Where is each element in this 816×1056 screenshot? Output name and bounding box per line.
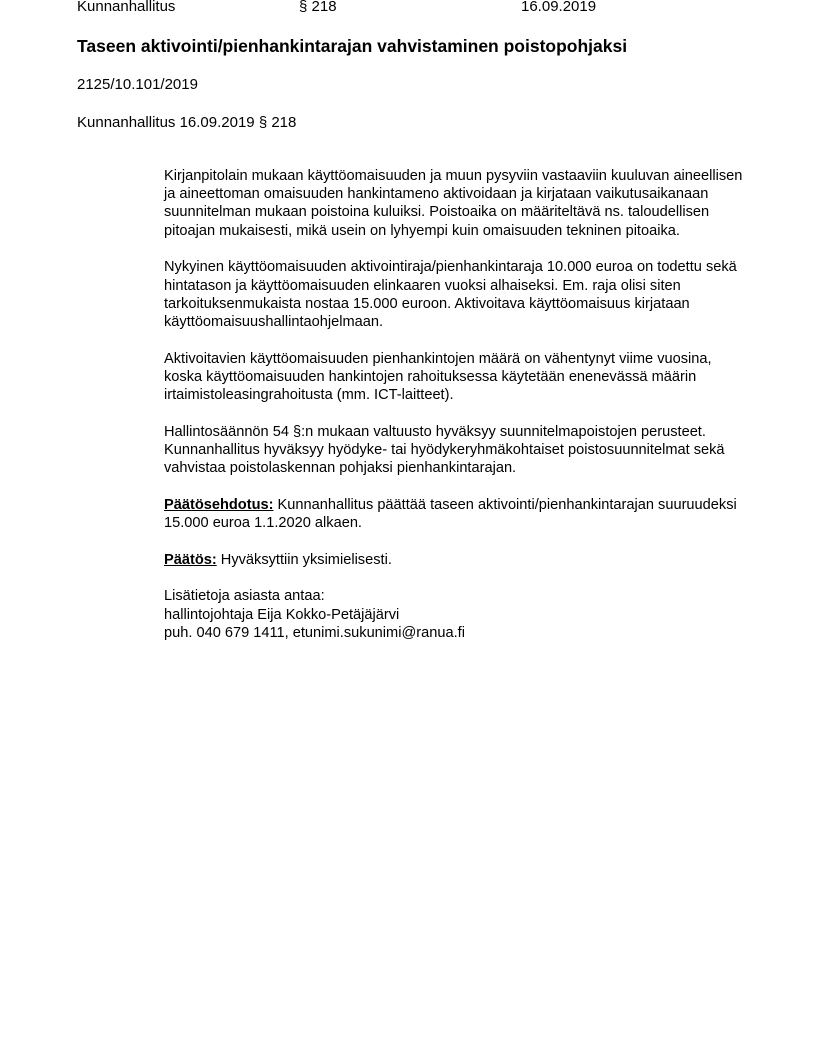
body-paragraph: Kirjanpitolain mukaan käyttöomaisuuden ja muun pysyviin vastaaviin kuuluvan aineellisen ja aineettoman omaisuuden hankintameno aktivoidaan ja kirjataan vaikutusaikanaan suunnitelman mukaan poistoina kuluiksi. Poistoaika on määriteltävä ns. taloudellisen pitoajan mukaisesti, mikä usein on lyhyempi kuin omaisuuden tekninen pitoaika.	[164, 168, 743, 239]
proposal-paragraph	[164, 496, 744, 532]
record-number: 2125/10.101/2019	[77, 76, 198, 93]
decision-label: Päätös:	[164, 551, 217, 568]
contact-details: puh. 040 679 1411, etunimi.sukunimi@ranua.fi	[164, 624, 465, 641]
body-paragraph: Aktivoitavien käyttöomaisuuden pienhankintojen määrä on vähentynyt viime vuosina, koska käyttöomaisuuden hankintojen rahoituksessa käytetään enenevässä määrin irtaimistoleasingrahoitusta (mm. ICT-laitteet).	[164, 350, 712, 404]
proposal-text: Kunnanhallitus päättää taseen aktivointi/pienhankintarajan suuruudeksi 15.000 euroa 1.1.2020 alkaen.	[164, 496, 737, 532]
body-paragraph: Hallintosäännön 54 §:n mukaan valtuusto hyväksyy suunnitelmapoistojen perusteet. Kunnanhallitus hyväksyy hyödyke- tai hyödykeryhmäkohtaiset poistosuunnitelmat sekä vahvistaa poistolaskennan pohjaksi pienhankintarajan.	[164, 423, 725, 477]
document-title: Taseen aktivointi/pienhankintarajan vahvistaminen poistopohjaksi	[77, 36, 628, 56]
header-organ: Kunnanhallitus	[77, 0, 176, 15]
header-date: 16.09.2019	[521, 0, 597, 15]
contact-intro: Lisätietoja asiasta antaa:	[164, 588, 325, 605]
proposal-label: Päätösehdotus:	[164, 496, 274, 513]
page-header	[77, 0, 816, 18]
decision-text: Hyväksyttiin yksimielisesti.	[216, 551, 392, 568]
contact-block	[164, 587, 744, 642]
document-body	[164, 167, 744, 661]
header-section: § 218	[299, 0, 337, 15]
decision-paragraph	[164, 551, 744, 569]
body-paragraph: Nykyinen käyttöomaisuuden aktivointiraja/pienhankintaraja 10.000 euroa on todettu sekä hintatason ja käyttöomaisuuden elinkaaren vuoksi alhaiseksi. Em. raja olisi siten tarkoituksenmukaista nostaa 15.000 euroon. Aktivoitava käyttöomaisuus kirjataan käyttöomaisuushallintaohjelmaan.	[164, 259, 737, 330]
meeting-reference: Kunnanhallitus 16.09.2019 § 218	[77, 114, 297, 131]
contact-person: hallintojohtaja Eija Kokko-Petäjäjärvi	[164, 606, 400, 623]
